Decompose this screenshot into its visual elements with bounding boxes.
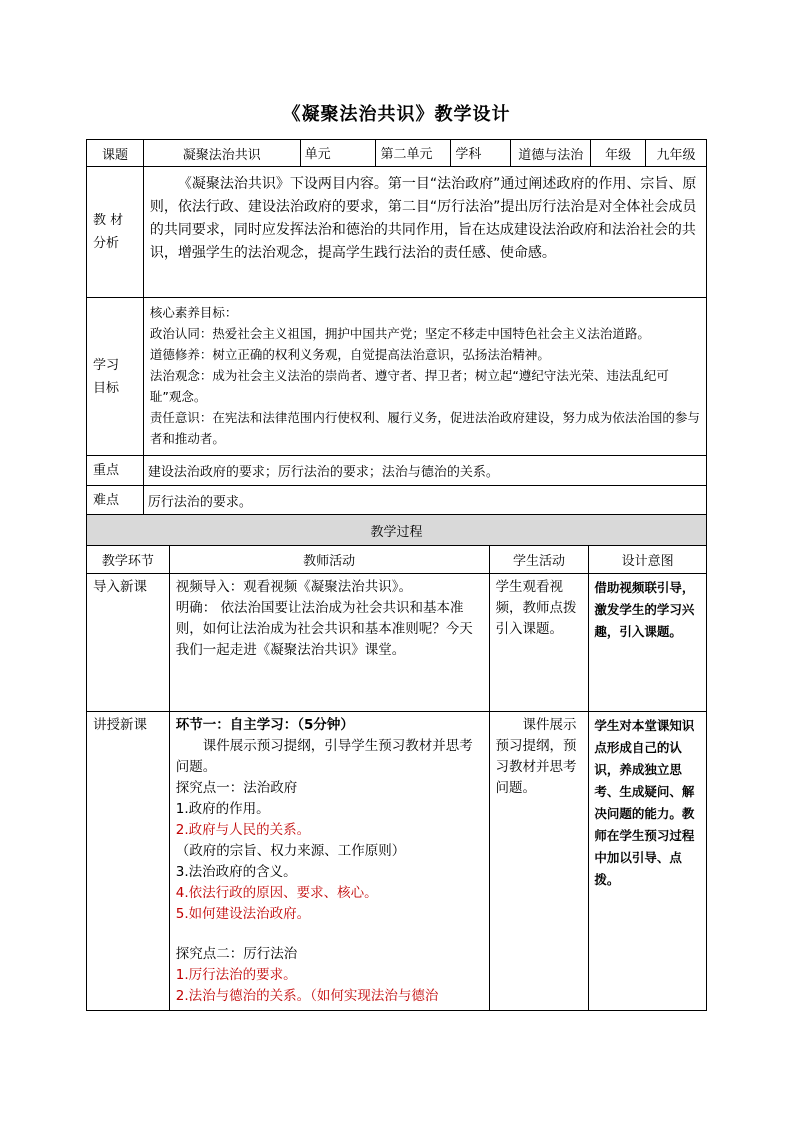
goals-line-3: 法治观念：成为社会主义法治的崇尚者、遵守者、捍卫者；树立起“遵纪守法光荣、违法乱纪可耻”观念。 xyxy=(149,368,669,404)
course-label: 课题 xyxy=(87,140,144,167)
analysis-label xyxy=(87,167,144,298)
intro-row xyxy=(87,574,707,712)
key-points-label: 重点 xyxy=(87,456,144,486)
intro-teacher xyxy=(169,574,489,712)
point1-item5: 5.如何建设法治政府。 xyxy=(175,906,311,922)
point1-item2: 2.政府与人民的关系。 xyxy=(175,822,311,838)
info-row xyxy=(87,140,707,167)
lesson-stage: 讲授新课 xyxy=(87,712,170,1011)
goals-row xyxy=(87,298,707,456)
section-intro: 课件展示预习提纲，引导学生预习教材并思考问题。 xyxy=(175,738,473,775)
col-intent: 设计意图 xyxy=(589,546,707,574)
col-stage: 教学环节 xyxy=(87,546,170,574)
goals-text xyxy=(143,298,706,456)
goals-line-0: 核心素养目标： xyxy=(149,305,238,320)
col-teacher: 教师活动 xyxy=(169,546,489,574)
process-table xyxy=(86,514,707,1011)
process-columns-row xyxy=(87,546,707,574)
grade-value: 九年级 xyxy=(646,140,707,167)
point1-title: 探究点一：法治政府 xyxy=(175,780,298,796)
point2-item1: 1.厉行法治的要求。 xyxy=(175,967,297,983)
unit-value: 第二单元 xyxy=(376,140,451,167)
point1-item1: 1.政府的作用。 xyxy=(175,801,270,817)
spacer xyxy=(176,925,483,944)
key-points-text: 建设法治政府的要求；厉行法治的要求；法治与德治的关系。 xyxy=(143,456,706,486)
unit-label: 单元 xyxy=(300,140,376,167)
point2-title: 探究点二：厉行法治 xyxy=(175,946,298,962)
analysis-label-line2: 分析 xyxy=(93,236,120,251)
intro-teacher-line2: 明确： 依法治国要让法治成为社会共识和基本准则，如何让法治成为社会共识和基本准则呢？今天我们一起走进《凝聚法治共识》课堂。 xyxy=(175,600,473,658)
lesson-intent: 学生对本堂课知识点形成自己的认识，养成独立思考、生成疑问、解决问题的能力。教师在学生预习过程中加以引导、点拨。 xyxy=(589,712,707,1011)
lesson-row xyxy=(87,712,707,1011)
subject-label: 学科 xyxy=(451,140,511,167)
col-student: 学生活动 xyxy=(489,546,589,574)
intro-student: 学生观看视频，教师点拨引入课题。 xyxy=(489,574,589,712)
analysis-text: 《凝聚法治共识》下设两目内容。第一目“法治政府”通过阐述政府的作用、宗旨、原则，依法行政、建设法治政府的要求，第二目“厉行法治”提出厉行法治是对全体社会成员的共同要求，同时应发挥法治和德治的共同作用，旨在达成建设法治政府和法治社会的共识，增强学生的法治观念，提高学生践行法治的责任感、使命感。 xyxy=(143,167,706,298)
goals-line-2: 道德修养：树立正确的权利义务观，自觉提高法治意识，弘扬法治精神。 xyxy=(149,347,550,362)
point2-item2: 2.法治与德治的关系。（如何实现法治与德治 xyxy=(175,988,439,1004)
goals-line-4: 责任意识：在宪法和法律范围内行使权利、履行义务，促进法治政府建设，努力成为依法治国的参与者和推动者。 xyxy=(149,410,700,446)
intro-intent: 借助视频联引导，激发学生的学习兴趣，引入课题。 xyxy=(589,574,707,712)
goals-label-line2: 目标 xyxy=(93,380,120,396)
analysis-label-line1: 教 材 xyxy=(93,213,124,228)
point1-item3: 3.法治政府的含义。 xyxy=(175,864,297,880)
lesson-teacher xyxy=(169,712,489,1011)
difficult-points-text: 厉行法治的要求。 xyxy=(143,486,706,516)
difficult-points-label: 难点 xyxy=(87,486,144,516)
point1-item2-note: （政府的宗旨、权力来源、工作原则） xyxy=(175,843,406,859)
intro-teacher-line1: 视频导入：观看视频《凝聚法治共识》。 xyxy=(175,579,412,595)
lesson-student: 课件展示预习提纲，预习教材并思考问题。 xyxy=(489,712,589,1011)
goals-label xyxy=(87,298,144,456)
grade-label: 年级 xyxy=(591,140,646,167)
difficult-points-row xyxy=(87,486,707,516)
subject-value: 道德与法治 xyxy=(511,140,591,167)
goals-label-line1: 学习 xyxy=(93,357,120,373)
analysis-row xyxy=(87,167,707,298)
section-title: 环节一：自主学习：（5分钟） xyxy=(175,717,354,733)
process-header-row xyxy=(87,515,707,546)
process-header: 教学过程 xyxy=(87,515,707,546)
course-value: 凝聚法治共识 xyxy=(143,140,300,167)
intro-stage: 导入新课 xyxy=(87,574,170,712)
goals-line-1: 政治认同：热爱社会主义祖国，拥护中国共产党；坚定不移走中国特色社会主义法治道路。 xyxy=(149,326,650,341)
key-points-row xyxy=(87,456,707,486)
info-table xyxy=(86,139,707,516)
page-title: 《凝聚法治共识》教学设计 xyxy=(282,104,511,125)
point1-item4: 4.依法行政的原因、要求、核心。 xyxy=(175,885,378,901)
